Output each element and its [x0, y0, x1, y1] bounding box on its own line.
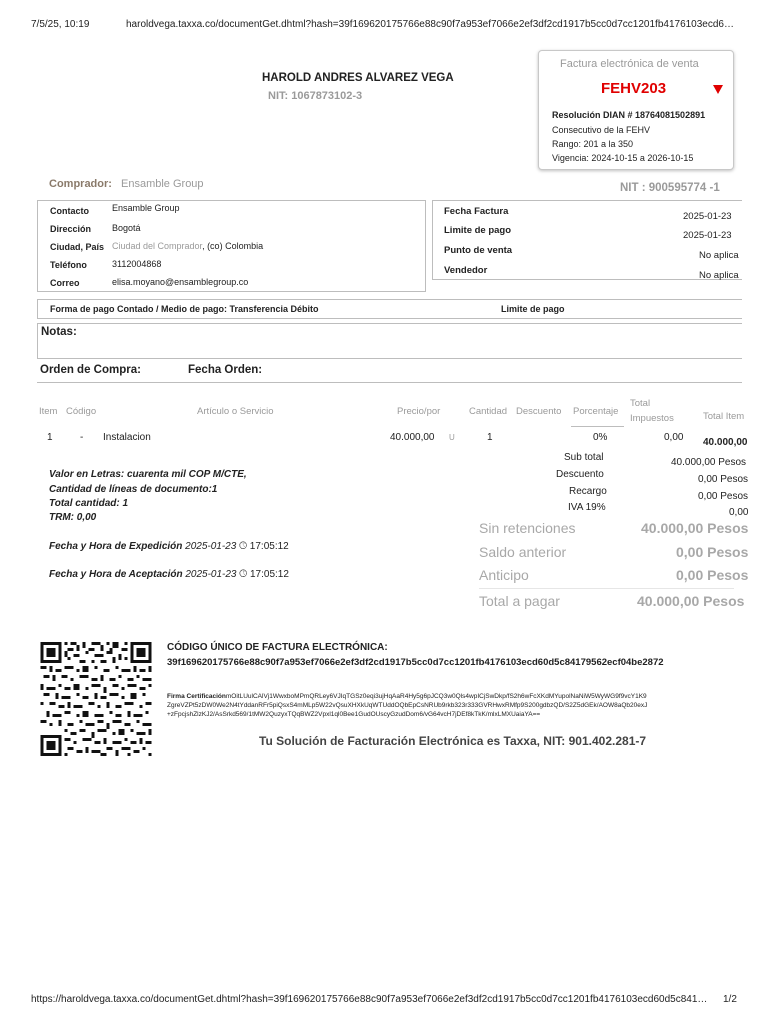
city-country: , (co) Colombia [202, 241, 264, 251]
seller-label: Vendedor [444, 265, 488, 276]
accept-label: Fecha y Hora de Aceptación [49, 569, 183, 580]
row-item: 1 [47, 432, 53, 443]
po-label: Orden de Compra: [40, 364, 141, 376]
address-value: Bogotá [112, 223, 141, 233]
pos-label: Punto de venta [444, 245, 513, 256]
signature-block [167, 692, 734, 719]
no-withholding-wrap [641, 520, 749, 538]
phone-label: Teléfono [50, 260, 87, 270]
due-date-wrap [683, 225, 734, 243]
cufe-label: CÓDIGO ÚNICO DE FACTURA ELECTRÓNICA: [167, 642, 388, 653]
total-to-pay-value: 40.000,00 Pesos [637, 593, 745, 609]
th-code: Código [66, 406, 97, 417]
triangle-down-icon[interactable] [713, 85, 723, 94]
iva-wrap [729, 502, 749, 520]
invoice-date-label: Fecha Factura [444, 206, 509, 217]
advance-label: Anticipo [479, 567, 529, 583]
signature-text-3: +zFpcjshZlzKJ2/AsSrkd569/1tMW2QuzyxTQqBWZ2Vpxl1ql0Bee1GudOUscyGzudDom6/vG64vcH7jDEf8kTkK/mlxLMXUaiaYA== [167, 711, 541, 718]
th-article: Artículo o Servicio [197, 406, 274, 417]
th-discount: Descuento [516, 406, 562, 417]
pos-wrap [699, 245, 739, 263]
row-price: 40.000,00 [390, 432, 435, 443]
invoice-type: Factura electrónica de venta [560, 58, 699, 70]
accept-datetime [49, 569, 289, 580]
due-date-label: Limite de pago [444, 225, 512, 236]
clock-icon: 🕓︎ [239, 569, 248, 580]
surcharge-label: Recargo [569, 486, 607, 497]
total-to-pay-label: Total a pagar [479, 593, 560, 609]
totals-divider [479, 588, 734, 589]
th-total-item: Total Item [703, 411, 745, 422]
row-tax: 0,00 [664, 432, 684, 443]
invoice-range: Rango: 201 a la 350 [552, 139, 634, 149]
advance-wrap [676, 567, 749, 585]
payment-limit-label: Limite de pago [501, 304, 565, 314]
invoice-consecutive: Consecutivo de la FEHV [552, 125, 651, 135]
buyer-name: Ensamble Group [121, 178, 204, 190]
row-total-wrap [703, 432, 748, 450]
iva-value: 0,00 [729, 507, 749, 518]
notes-box [37, 323, 742, 359]
surcharge-value: 0,00 Pesos [698, 491, 749, 502]
th-total-tax-2: Impuestos [630, 413, 674, 424]
signature-line-1 [167, 692, 734, 701]
invoice-info-box [538, 50, 734, 170]
phone-value: 3112004868 [112, 259, 162, 269]
clock-icon: 🕓︎ [239, 541, 248, 552]
advance-value: 0,00 Pesos [676, 567, 749, 583]
print-url-title: haroldvega.taxxa.co/documentGet.dhtml?hash=39f169620175766e88c90f7a953ef7066e2ef3df2cd1917b5cc0d7cc1201fb4176103ecd6… [126, 19, 734, 30]
issue-datetime [49, 541, 289, 552]
city-value [112, 241, 263, 251]
no-withholding-label: Sin retenciones [479, 520, 576, 536]
prev-balance-label: Saldo anterior [479, 544, 567, 560]
th-price: Precio/por [397, 406, 441, 417]
invoice-number: FEHV203 [601, 80, 667, 97]
due-date-value: 2025-01-23 [683, 230, 732, 241]
print-datetime: 7/5/25, 10:19 [31, 19, 90, 30]
payment-method: Forma de pago Contado / Medio de pago: Transferencia Débito [50, 304, 319, 314]
trm: TRM: 0,00 [49, 512, 97, 523]
invoice-date-wrap [683, 206, 734, 224]
discount-wrap [698, 469, 749, 487]
th-item: Item [39, 406, 58, 417]
discount-label: Descuento [556, 469, 604, 480]
accept-time: 17:05:12 [249, 569, 289, 580]
row-percent: 0% [593, 432, 608, 443]
contact-label: Contacto [50, 206, 89, 216]
signature-text-1: mOitLUulCAlVj1WwxboMPmQRLey6VJIqTGSz0eqi3ujHqAaR4Hy5g6pJCQ3w0Qls4wpICjSwDkp/fS2h6wFcXKdMYupolNaNiW5WyWG9f9vcY1K9 [225, 693, 647, 700]
buyer-nit-wrap [620, 178, 734, 196]
qr-code [40, 642, 152, 756]
row-qty: 1 [487, 432, 493, 443]
print-url-footer: https://haroldvega.taxxa.co/documentGet.dhtml?hash=39f169620175766e88c90f7a953ef7066e2ef3df2cd1917b5cc0d7cc1201fb4176103ecd60d5c841… [31, 994, 708, 1005]
email-value: elisa.moyano@ensamblegroup.co [112, 277, 249, 287]
slogan: Tu Solución de Facturación Electrónica es Taxxa, NIT: 901.402.281-7 [259, 734, 647, 748]
row-article: Instalacion [103, 432, 151, 443]
invoice-resolution: Resolución DIAN # 18764081502891 [552, 110, 706, 120]
issuer-nit: NIT: 1067873102-3 [268, 90, 363, 102]
order-date-label: Fecha Orden: [188, 364, 263, 376]
th-percent: Porcentaje [573, 406, 619, 417]
issue-date: 2025-01-23 [185, 541, 237, 552]
subtotal-value: 40.000,00 Pesos [671, 457, 747, 468]
document-lines: Cantidad de líneas de documento:1 [49, 484, 218, 495]
total-quantity: Total cantidad: 1 [49, 498, 129, 509]
invoice-validity: Vigencia: 2024-10-15 a 2026-10-15 [552, 153, 694, 163]
order-divider [37, 382, 742, 383]
seller-value: No aplica [699, 270, 739, 281]
issue-label: Fecha y Hora de Expedición [49, 541, 183, 552]
email-label: Correo [50, 278, 80, 288]
issuer-name: HAROLD ANDRES ALVAREZ VEGA [262, 72, 454, 84]
cufe-value: 39f169620175766e88c90f7a953ef7066e2ef3df2cd1917b5cc0d7cc1201fb4176103ecd60d5c84179562ecf04be2872 [167, 657, 664, 668]
row-code: - [80, 432, 84, 443]
subtotal-label: Sub total [564, 452, 604, 463]
iva-label: IVA 19% [568, 502, 606, 513]
signature-text-2: ZgreVZPt5zDW0We2N4tYddanRFr5piQsxS4mMLp5W22vQsuXHXkUqWTUddOQbEpCsNRUb9rkb323r333GVRHwxRMfp9S200gdbzQD/S2Z5dGEk/AOW8aQb20exJ [167, 702, 648, 709]
th-total-tax-1: Total [630, 398, 651, 409]
row-total: 40.000,00 [703, 437, 748, 448]
buyer-label: Comprador: [49, 178, 112, 190]
prev-balance-wrap [676, 544, 749, 562]
total-to-pay-wrap [637, 593, 745, 611]
signature-label: Firma Certificación [167, 693, 226, 700]
prev-balance-value: 0,00 Pesos [676, 544, 749, 560]
discount-value: 0,00 Pesos [698, 474, 749, 485]
th-qty: Cantidad [469, 406, 508, 417]
city-label: Ciudad, País [50, 242, 105, 252]
buyer-nit: NIT : 900595774 -1 [620, 182, 720, 194]
contact-value: Ensamble Group [112, 203, 180, 213]
seller-wrap [699, 265, 739, 283]
subtotal-wrap [671, 452, 747, 470]
percent-underline [571, 426, 624, 427]
issue-time: 17:05:12 [249, 541, 289, 552]
accept-date: 2025-01-23 [185, 569, 237, 580]
amount-in-words-text: Valor en Letras: cuarenta mil COP M/CTE, [49, 469, 247, 480]
page-number: 1/2 [723, 994, 737, 1005]
th-total-item-wrap [703, 406, 745, 424]
notes-label: Notas: [41, 326, 77, 338]
row-unit: U [449, 433, 455, 442]
city-placeholder: Ciudad del Comprador [112, 241, 203, 251]
amount-in-words [49, 469, 247, 480]
address-label: Dirección [50, 224, 92, 234]
invoice-date-value: 2025-01-23 [683, 211, 732, 222]
no-withholding-value: 40.000,00 Pesos [641, 520, 749, 536]
pos-value: No aplica [699, 250, 739, 261]
